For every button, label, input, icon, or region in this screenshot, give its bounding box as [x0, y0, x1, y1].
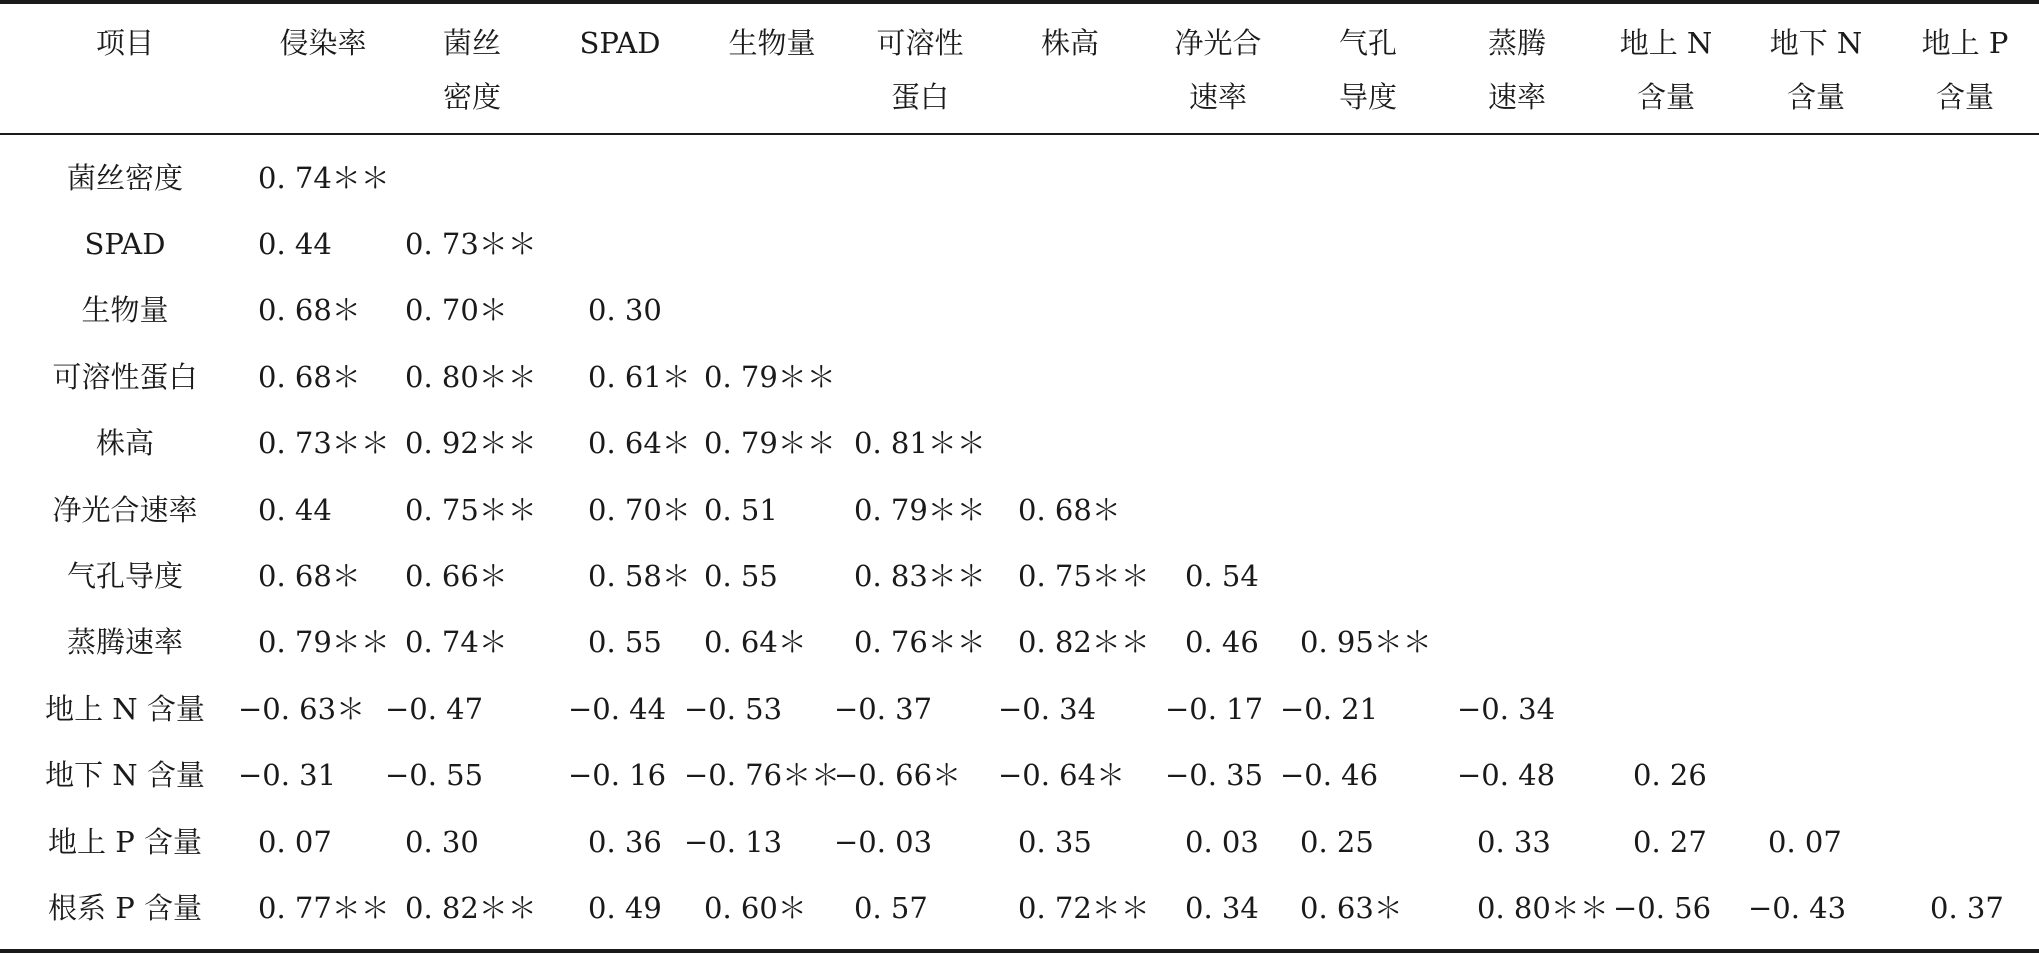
correlation-value: 0. 83＊＊	[854, 558, 986, 593]
correlation-value: 0. 35	[1018, 824, 1092, 859]
correlation-value: 0. 95＊＊	[1300, 625, 1432, 660]
correlation-value: 0. 44	[258, 492, 332, 527]
correlation-value: 0. 61＊	[588, 359, 691, 394]
correlation-value: −0. 21	[1280, 691, 1379, 726]
correlation-value: 0. 49	[588, 890, 662, 925]
correlation-value: 0. 54	[1185, 558, 1259, 593]
correlation-value: −0. 13	[684, 824, 783, 859]
correlation-value: 0. 92＊＊	[405, 426, 537, 461]
row-label: SPAD	[84, 226, 166, 261]
correlation-value: 0. 27	[1633, 824, 1707, 859]
correlation-value: 0. 55	[704, 558, 778, 593]
correlation-value: 0. 07	[1768, 824, 1842, 859]
correlation-value: 0. 79＊＊	[258, 625, 390, 660]
table-header-rule	[0, 133, 2039, 135]
row-label: 菌丝密度	[66, 160, 183, 195]
correlation-value: 0. 64＊	[588, 426, 691, 461]
correlation-value: −0. 66＊	[834, 758, 962, 793]
correlation-value: 0. 60＊	[704, 890, 807, 925]
column-header: 菌丝 密度	[442, 26, 501, 114]
correlation-value: 0. 74＊	[405, 625, 508, 660]
correlation-value: −0. 47	[385, 691, 484, 726]
correlation-value: 0. 26	[1633, 758, 1707, 793]
correlation-value: 0. 34	[1185, 890, 1259, 925]
correlation-value: 0. 70＊	[405, 293, 508, 328]
correlation-value: 0. 57	[854, 890, 928, 925]
correlation-value: 0. 79＊＊	[704, 359, 836, 394]
column-header: 可溶性 蛋白	[876, 26, 964, 114]
correlation-value: 0. 44	[258, 226, 332, 261]
correlation-value: 0. 37	[1930, 890, 2004, 925]
correlation-value: 0. 51	[704, 492, 778, 527]
correlation-value: 0. 75＊＊	[405, 492, 537, 527]
column-header: 侵染率	[279, 26, 367, 60]
correlation-value: 0. 76＊＊	[854, 625, 986, 660]
correlation-value: 0. 46	[1185, 625, 1259, 660]
correlation-value: 0. 68＊	[258, 558, 361, 593]
correlation-value: 0. 75＊＊	[1018, 558, 1150, 593]
correlation-value: 0. 72＊＊	[1018, 890, 1150, 925]
correlation-value: −0. 44	[568, 691, 667, 726]
column-header: 地上 N 含量	[1619, 26, 1713, 114]
correlation-value: 0. 68＊	[258, 359, 361, 394]
column-header: 株高	[1040, 26, 1099, 60]
correlation-value: −0. 37	[834, 691, 933, 726]
row-label: 地下 N 含量	[45, 758, 205, 793]
table-top-rule	[0, 0, 2039, 4]
row-label: 根系 P 含量	[48, 890, 202, 925]
column-header: 气孔 导度	[1338, 26, 1397, 114]
row-label: 株高	[95, 426, 154, 461]
row-label: 蒸腾速率	[66, 625, 183, 660]
column-header: 地上 P 含量	[1921, 26, 2009, 114]
correlation-value: 0. 36	[588, 824, 662, 859]
table-bottom-rule	[0, 949, 2039, 953]
correlation-value: 0. 70＊	[588, 492, 691, 527]
correlation-value: 0. 63＊	[1300, 890, 1403, 925]
correlation-value: 0. 80＊＊	[405, 359, 537, 394]
correlation-value: −0. 17	[1165, 691, 1264, 726]
row-label: 气孔导度	[66, 558, 183, 593]
correlation-value: −0. 34	[998, 691, 1097, 726]
correlation-value: 0. 81＊＊	[854, 426, 986, 461]
correlation-value: −0. 76＊＊	[684, 758, 841, 793]
correlation-value: 0. 82＊＊	[405, 890, 537, 925]
correlation-value: −0. 46	[1280, 758, 1379, 793]
column-header: 蒸腾 速率	[1487, 26, 1546, 114]
correlation-value: 0. 55	[588, 625, 662, 660]
correlation-value: 0. 77＊＊	[258, 890, 390, 925]
correlation-value: 0. 74＊＊	[258, 160, 390, 195]
correlation-value: −0. 55	[385, 758, 484, 793]
row-label: 地上 N 含量	[45, 691, 205, 726]
correlation-value: −0. 63＊	[238, 691, 366, 726]
correlation-value: 0. 82＊＊	[1018, 625, 1150, 660]
row-label: 地上 P 含量	[48, 824, 202, 859]
correlation-value: 0. 30	[405, 824, 479, 859]
row-label: 生物量	[81, 293, 169, 328]
correlation-value: 0. 73＊＊	[405, 226, 537, 261]
correlation-value: 0. 73＊＊	[258, 426, 390, 461]
correlation-value: 0. 58＊	[588, 558, 691, 593]
correlation-value: 0. 25	[1300, 824, 1374, 859]
row-label: 可溶性蛋白	[52, 359, 198, 394]
correlation-value: −0. 64＊	[998, 758, 1126, 793]
correlation-value: −0. 56	[1613, 890, 1712, 925]
correlation-value: 0. 66＊	[405, 558, 508, 593]
correlation-value: 0. 68＊	[258, 293, 361, 328]
correlation-value: −0. 31	[238, 758, 337, 793]
column-header: 净光合 速率	[1174, 26, 1262, 114]
column-header: 地下 N 含量	[1769, 26, 1863, 114]
correlation-value: −0. 43	[1748, 890, 1847, 925]
correlation-value: −0. 35	[1165, 758, 1264, 793]
correlation-value: −0. 03	[834, 824, 933, 859]
correlation-value: −0. 16	[568, 758, 667, 793]
column-header: 项目	[95, 26, 154, 60]
correlation-value: −0. 34	[1457, 691, 1556, 726]
correlation-value: 0. 30	[588, 293, 662, 328]
correlation-value: 0. 80＊＊	[1477, 890, 1609, 925]
column-header: 生物量	[728, 26, 816, 60]
correlation-value: 0. 33	[1477, 824, 1551, 859]
correlation-value: 0. 64＊	[704, 625, 807, 660]
correlation-value: 0. 03	[1185, 824, 1259, 859]
column-header: SPAD	[579, 26, 661, 60]
correlation-value: 0. 79＊＊	[854, 492, 986, 527]
correlation-value: −0. 53	[684, 691, 783, 726]
correlation-value: 0. 07	[258, 824, 332, 859]
correlation-value: 0. 68＊	[1018, 492, 1121, 527]
correlation-value: 0. 79＊＊	[704, 426, 836, 461]
row-label: 净光合速率	[52, 492, 198, 527]
correlation-value: −0. 48	[1457, 758, 1556, 793]
